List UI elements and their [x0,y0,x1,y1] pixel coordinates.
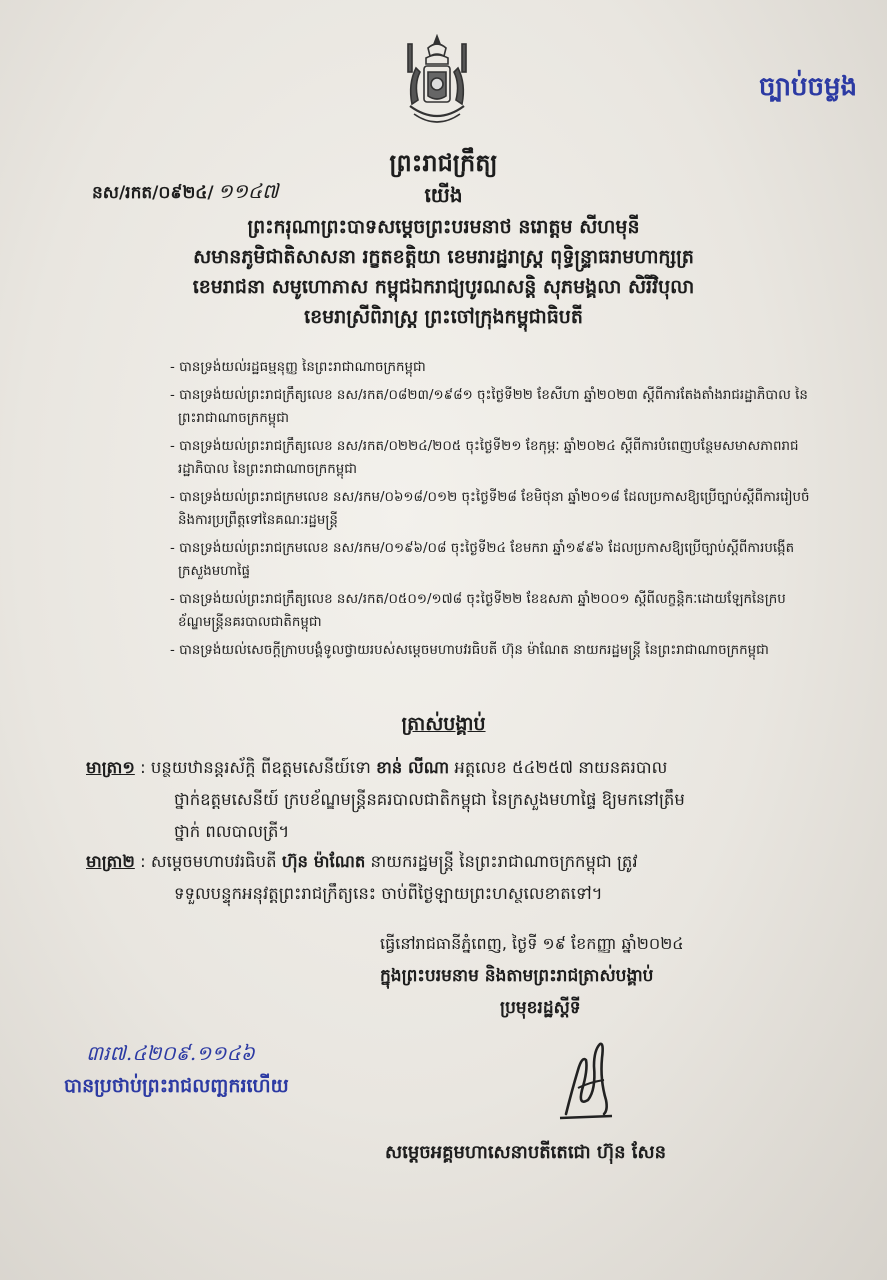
signer-name: សម្តេចអគ្គមហាសេនាបតីតេជោ ហ៊ុន សែន [385,1142,667,1163]
consideration-item: - បានទ្រង់យល់ព្រះរាជក្រឹត្យលេខ នស/រកត/០២២៤/២០៥ ចុះថ្ងៃទី២១ ខែកុម្ភៈ ឆ្នាំ២០២៤ ស្តីពីការបំពេញបន្ថែមសមាសភាពរាជរដ្ឋាភិបាល នៃព្រះរាជាណាចក្រកម្ពុជា [170,438,799,477]
place-date: ធ្វើនៅរាជធានីភ្នំពេញ, ថ្ងៃទី ១៩ ខែកញ្ញា ឆ្នាំ២០២៤ [380,934,684,953]
document-title: ព្រះរាជក្រឹត្យ [389,149,498,177]
article-2 [86,846,806,910]
closing-block [380,928,820,1024]
article-2-label: មាត្រា២ [86,852,135,871]
article-2-line-2: ទទួលបន្ទុកអនុវត្តព្រះរាជក្រឹត្យនេះ ចាប់ពីថ្ងៃឡាយព្រះហស្ថលេខាតទៅ។ [174,884,603,903]
royal-title-line: សមានភូមិជាតិសាសនា រក្ខតខត្តិយា ខេមរារដ្ឋរាស្ត្រ ពុទ្ធិន្ទ្រាធរាមហាក្សត្រ [193,246,694,268]
article-2-name: ហ៊ុន ម៉ាណែត [281,852,366,871]
article-1-label: មាត្រា១ [86,758,135,777]
considerations-list [170,356,810,666]
article-1-text-before: : បន្ថយឋានន្តរស័ក្តិ ពីឧត្តមសេនីយ៍ទោ [134,758,377,777]
decree-number-prefix: នស/រកត/០៩២៤/ [92,183,214,203]
seal-applied-stamp: បានប្រថាប់ព្រះរាជលញ្ឆករហើយ [64,1075,289,1097]
consideration-item: - បានទ្រង់យល់ព្រះរាជក្រឹត្យលេខ នស/រកត/០៨២៣/១៩៨១ ចុះថ្ងៃទី២២ ខែសីហា ឆ្នាំ២០២៣ ស្តីពីការតែងតាំងរាជរដ្ឋាភិបាល នៃព្រះរាជាណាចក្រកម្ពុជា [170,387,808,426]
acting-head-of-state: ប្រមុខរដ្ឋស្តីទី [500,998,581,1018]
copy-stamp: ច្បាប់ចម្លង [758,72,857,102]
article-1-text-after: អត្តលេខ ៥៤២៥៧ នាយនគរបាល [449,758,668,777]
countersign-line: ក្នុងព្រះបរមនាម និងតាមព្រះរាជត្រាស់បង្គាប់ [380,966,654,986]
consideration-item: - បានទ្រង់យល់រដ្ឋធម្មនុញ្ញ នៃព្រះរាជាណាចក្រកម្ពុជា [170,360,426,375]
royal-title-line: ព្រះករុណាព្រះបាទសម្តេចព្រះបរមនាថ នរោត្តម សីហមុនី [247,216,640,238]
registration-number: ៣រ៧.៤២០៩.១១៤៦ [86,1041,255,1065]
royal-title-line: ខេមរាស្រីពិរាស្ត្រ ព្រះចៅក្រុងកម្ពុជាធិបតី [304,306,583,328]
article-2-text-after: នាយករដ្ឋមន្ត្រី នៃព្រះរាជាណាចក្រកម្ពុជា ត្រូវ [365,852,638,871]
royal-title-line: ខេមរាជនា សមូហោភាស កម្ពុជឯករាជ្យបូរណសន្តិ សុភមង្គលា សិរីវិបុលា [192,276,695,298]
consideration-item: - បានទ្រង់យល់ព្រះរាជក្រឹត្យលេខ នស/រកត/០៥០១/១៧៨ ចុះថ្ងៃទី២២ ខែឧសភា ឆ្នាំ២០០១ ស្តីពីលក្ខន្តិកៈដោយឡែកនៃក្របខ័ណ្ឌមន្ត្រីនគរបាលជាតិកម្ពុជា [170,591,786,630]
signature-icon [548,1030,628,1130]
royal-title [60,212,827,332]
article-2-text-before: : សម្តេចមហាបវរធិបតី [134,852,282,871]
article-1-line-3: ថ្នាក់ ពលបាលត្រី។ [174,822,290,841]
we-heading: យើង [424,183,463,207]
consideration-item: - បានទ្រង់យល់ព្រះរាជក្រមលេខ នស/រកម/០៦១៨/០១២ ចុះថ្ងៃទី២៨ ខែមិថុនា ឆ្នាំ២០១៨ ដែលប្រកាសឱ្យប្រើច្បាប់ស្តីពីការរៀបចំ និងការប្រព្រឹត្តទៅនៃគណៈរដ្ឋមន្ត្រី [170,489,810,528]
consideration-item: - បានទ្រង់យល់សេចក្តីក្រាបបង្គំទូលថ្វាយរបស់សម្តេចមហាបវរធិបតី ហ៊ុន ម៉ាណែត នាយករដ្ឋមន្ត្រី នៃព្រះរាជាណាចក្រកម្ពុជា [170,642,769,658]
article-1-line-2: ថ្នាក់ឧត្តមសេនីយ៍ ក្របខ័ណ្ឌមន្ត្រីនគរបាលជាតិកម្ពុជា នៃក្រសួងមហាផ្ទៃ ឱ្យមកនៅត្រឹម [174,790,685,809]
decree-number-handwritten: ១១៤៧ [217,179,279,203]
decides-heading: ត្រាស់បង្គាប់ [401,713,486,735]
royal-emblem-icon [398,34,476,130]
article-1-name: ខាន់ លីណា [376,758,450,777]
consideration-item: - បានទ្រង់យល់ព្រះរាជក្រមលេខ នស/រកម/០១៩៦/០៨ ចុះថ្ងៃទី២៤ ខែមករា ឆ្នាំ១៩៩៦ ដែលប្រកាសឱ្យប្រើច្បាប់ស្តីពីការបង្កើតក្រសួងមហាផ្ទៃ [170,540,795,579]
article-1 [86,752,806,848]
